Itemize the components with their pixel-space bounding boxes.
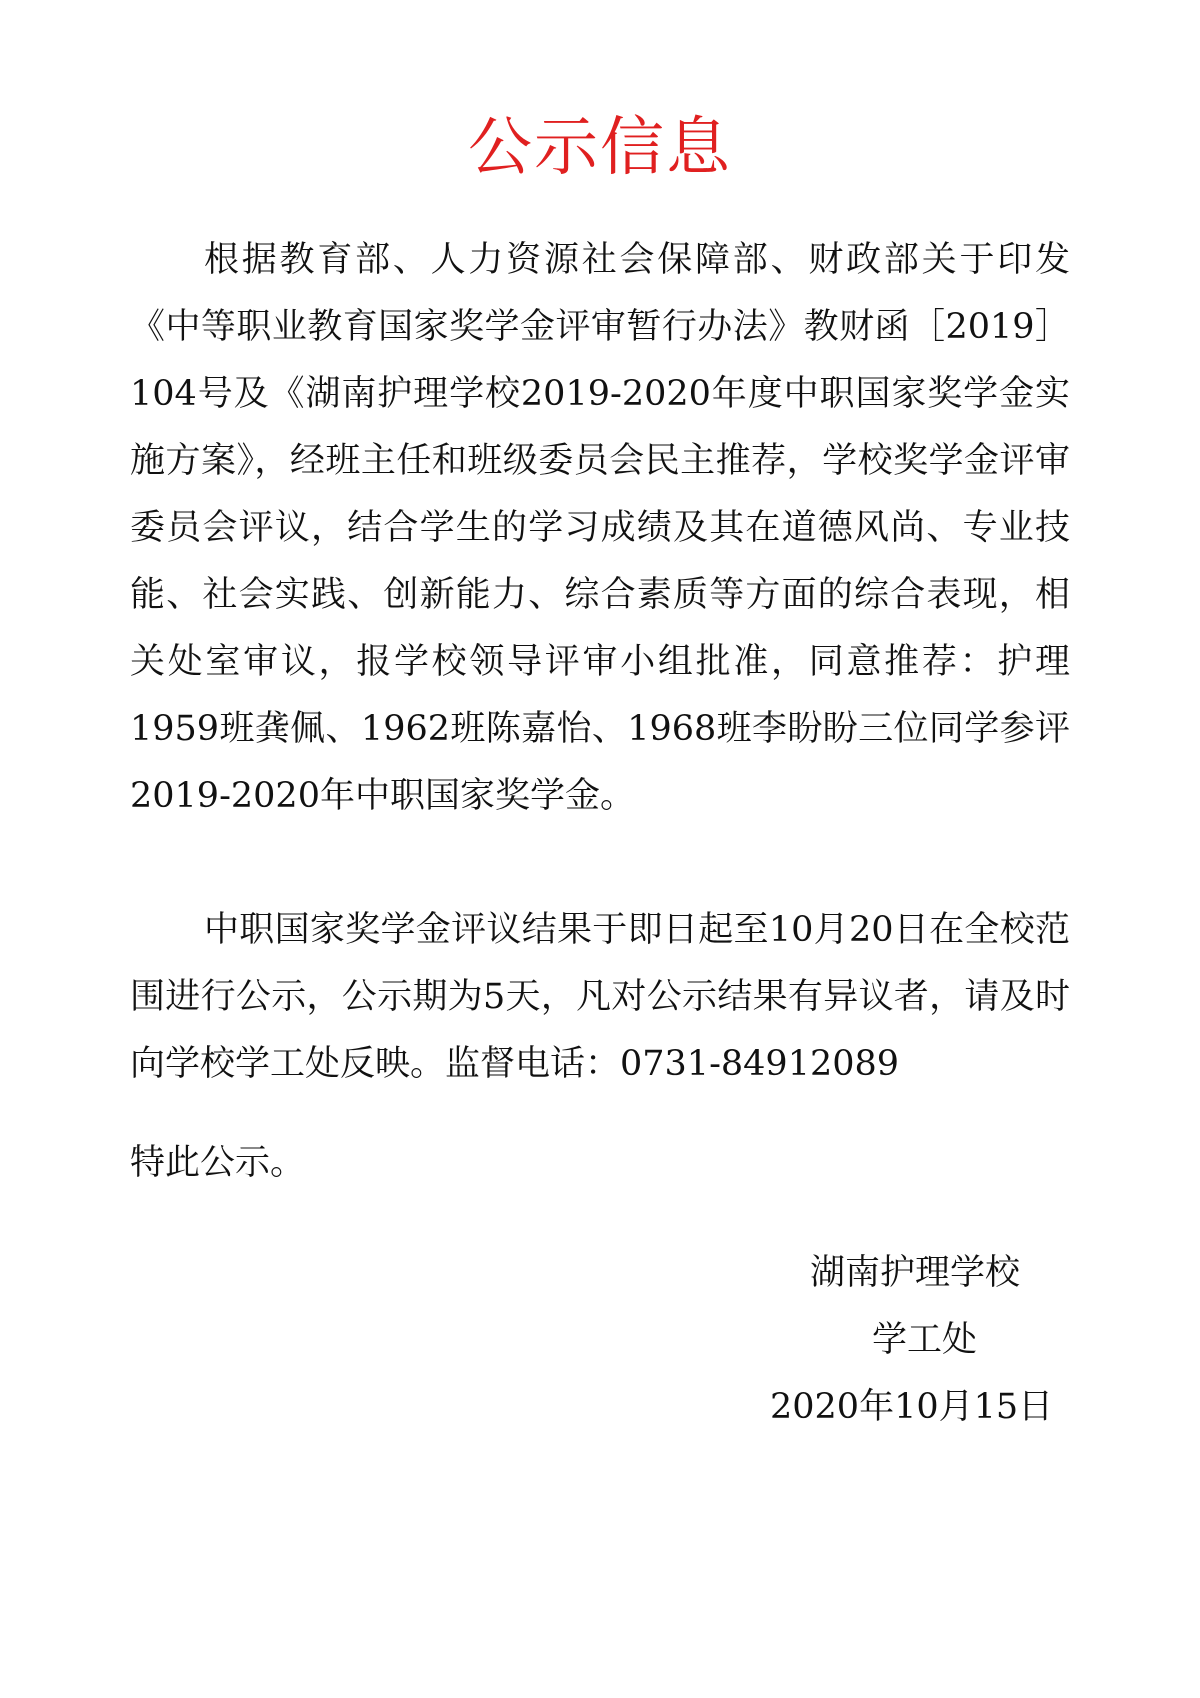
announcement-paragraph-1: 根据教育部、人力资源社会保障部、财政部关于印发《中等职业教育国家奖学金评审暂行办法》教财函［2019］104号及《湖南护理学校2019-2020年度中职国家奖学金实施方案》，经班主任和班级委员会民主推荐，学校奖学金评审委员会评议，结合学生的学习成绩及其在道德风尚、专业技能、社会实践、创新能力、综合素质等方面的综合表现，相关处室审议，报学校领导评审小组批准，同意推荐：护理1959班龚佩、1962班陈嘉怡、1968班李盼盼三位同学参评2019-2020年中职国家奖学金。	[130, 240, 1070, 816]
signature-date: 2020年10月15日	[770, 1387, 1054, 1427]
page-title: 公示信息	[468, 111, 732, 185]
signature-school: 湖南护理学校	[810, 1253, 1021, 1293]
announcement-paragraph-2: 中职国家奖学金评议结果于即日起至10月20日在全校范围进行公示，公示期为5天，凡对公示结果有异议者，请及时向学校学工处反映。监督电话：0731-84912089	[130, 910, 1070, 1084]
closing-text: 特此公示。	[130, 1143, 306, 1183]
signature-department: 学工处	[872, 1320, 978, 1360]
